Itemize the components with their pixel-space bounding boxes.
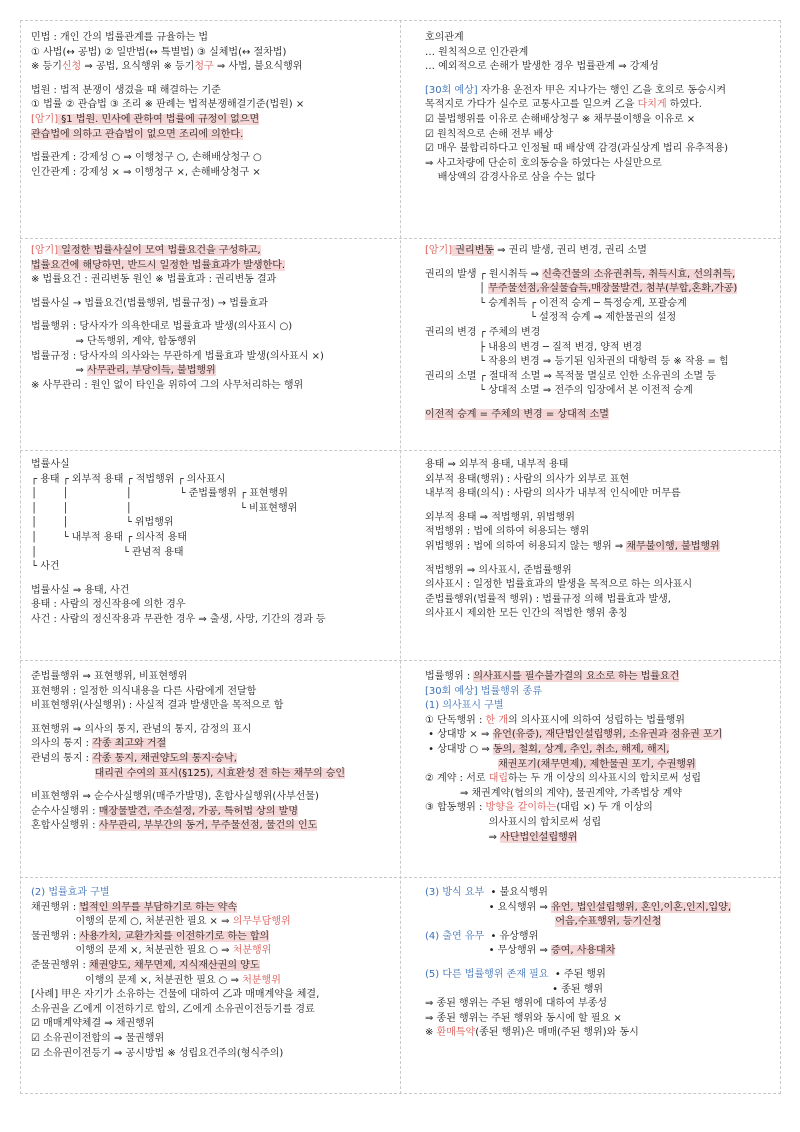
blank-line [425, 502, 780, 511]
note-text: 자가용 운전자 甲은 지나가는 행인 乙을 호의로 동승시켜 [477, 84, 726, 96]
note-line [425, 31, 780, 46]
note-line [31, 502, 396, 517]
note-line [31, 531, 396, 546]
note-line [425, 326, 780, 341]
note-text: • 상대방 × ⇒ [425, 729, 493, 741]
note-text: ☑ 매매계약체결 ⇒ 채권행위 [31, 1018, 155, 1030]
note-text: 물권행위 : [31, 930, 80, 942]
note-line [31, 379, 396, 394]
note-text: 내부적 용태(의식) : 사람의 의사가 내부적 인식에만 머무름 [425, 488, 681, 500]
note-favor-relation [425, 31, 780, 236]
note-text: 용태 : 사람의 정신작용에 의한 경우 [31, 599, 186, 611]
note-line [31, 699, 396, 714]
note-line [31, 335, 396, 350]
note-line [425, 1012, 780, 1027]
note-line [31, 670, 396, 685]
note-line [425, 714, 780, 729]
note-line [31, 84, 396, 99]
blank-line [31, 142, 396, 151]
note-line [31, 988, 396, 1003]
note-line [425, 171, 780, 186]
note-text: 인간관계 : 강제성 × ⇒ 이행청구 ×, 손해배상청구 × [31, 166, 261, 178]
highlighted-text: 유언, 법인설립행위, 혼인,이혼,인지,입양, [551, 901, 732, 913]
note-line [425, 801, 780, 816]
note-text: ⇒ 채권계약(협의의 계약), 물권계약, 가족법상 계약 [425, 787, 682, 799]
note-line [425, 244, 780, 259]
blank-line [425, 959, 780, 968]
note-line [425, 743, 780, 758]
note-text: 법률규정 : 당사자의 의사와는 무관하게 법률효과 발생(의사표시 ×) [31, 350, 324, 362]
note-text: ☑ 소유권이전합의 ⇒ 물권행위 [31, 1032, 165, 1044]
note-text: ☑ 원칙적으로 손해 전부 배상 [425, 128, 553, 140]
note-line [425, 487, 780, 502]
note-text: 사건 : 사람의 정신작용과 무관한 경우 ⇒ 출생, 사망, 기간의 경과 등 [31, 613, 326, 625]
note-line [31, 60, 396, 75]
note-text: ⇒ [425, 831, 501, 843]
note-text: 준법률행위(법률적 행위) : 법률규정 의해 법률효과 발생, [425, 593, 671, 605]
note-text: • 요식행위 ⇒ [425, 901, 552, 913]
highlighted-text: 사무관리, 부부간의 동거, 무주물선점, 물건의 인도 [98, 820, 318, 832]
blank-line [31, 781, 396, 790]
highlighted-text: 신축건물의 소유권취득, 취득시효, 선의취득, [542, 268, 736, 280]
note-text: 이행의 문제 ×, 처분권한 필요 ○ ⇒ [31, 945, 233, 957]
note-line [425, 540, 780, 555]
note-text: ⇒ 종된 행위는 주된 행위와 동시에 할 필요 × [425, 1012, 622, 1024]
note-text: 법률관계 : 강제성 ○ ⇒ 이행청구 ○, 손해배상청구 ○ [31, 152, 262, 164]
note-text: • 종된 행위 [425, 983, 604, 995]
note-line [31, 166, 396, 181]
note-text: [사례] 甲은 자기가 소유하는 건물에 대하여 乙과 매매계약을 체결, [31, 989, 320, 1001]
note-line [31, 944, 396, 959]
note-text: ⇒ [31, 365, 88, 377]
note-line [425, 511, 780, 526]
highlighted-text: 어음,수표행위, 등기신청 [555, 916, 662, 928]
note-text: └ 상대적 소멸 ⇒ 전주의 입장에서 본 이전적 승계 [425, 385, 693, 397]
highlighted-text: 증여, 사용대차 [551, 945, 616, 957]
highlighted-text: 동의, 철회, 상계, 추인, 취소, 해제, 해지, [492, 743, 670, 755]
note-text: └ 작용의 변경 ⇒ 등기된 임차권의 대항력 등 ※ 작용 = 힘 [425, 356, 729, 368]
note-text: [30회 예상] [425, 84, 478, 96]
note-line [31, 273, 396, 288]
note-line [31, 959, 396, 974]
note-text: │ │ │ └ 준법률행위 ┌ 표현행위 [31, 488, 288, 500]
note-text: │ └ 내부적 용태 ┌ 의사적 용태 [31, 531, 187, 543]
note-line [425, 297, 780, 312]
note-line [31, 364, 396, 379]
note-line [31, 1017, 396, 1032]
note-line [31, 458, 396, 473]
note-line [425, 142, 780, 157]
note-line [425, 593, 780, 608]
note-text: ☑ 소유권이전등기 ⇒ 공시방법 ※ 성립요건주의(형식주의) [31, 1047, 284, 1059]
note-line [425, 831, 780, 846]
note-line [425, 901, 780, 916]
note-line [425, 408, 780, 423]
highlighted-text: 무주물선점,유실물습득,매장물발견, 첨부(부합,혼화,가공) [488, 283, 738, 295]
note-text: ※ [425, 1027, 437, 1039]
note-line [425, 772, 780, 787]
note-text: 처분행위 [232, 945, 272, 957]
note-line [425, 473, 780, 488]
blank-line [425, 555, 780, 564]
note-text: ※ 사무관리 : 원인 없이 타인을 위하여 그의 사무처리하는 행위 [31, 379, 304, 391]
blank-line [31, 575, 396, 584]
note-line [31, 737, 396, 752]
note-text: 준법률행위 ⇒ 표현행위, 비표현행위 [31, 671, 188, 682]
note-line [31, 244, 396, 259]
note-text: ① 사법(↔ 공법) ② 일반법(↔ 특별법) ③ 실체법(↔ 절차법) [31, 46, 287, 58]
note-line [31, 151, 396, 166]
note-text: (4) 출연 유무 [425, 930, 485, 942]
note-text: 준물권행위 : [31, 959, 90, 971]
highlighted-text: 이전적 승계 = 주체의 변경 = 상대적 소멸 [425, 408, 609, 420]
note-text: │ └ 관념적 용태 [31, 546, 184, 558]
note-text: 권리의 소멸 ┌ 절대적 소멸 ⇒ 목적물 멸실로 인한 소유권의 소멸 등 [425, 370, 716, 382]
note-line [425, 1026, 780, 1041]
note-line [425, 670, 780, 685]
note-text: ⇒ 종된 행위는 주된 행위에 대하여 부종성 [425, 998, 608, 1010]
note-line [31, 98, 396, 113]
note-text: 표현행위 ⇒ 의사의 통지, 관념의 통지, 감정의 표시 [31, 723, 252, 735]
note-line [425, 968, 780, 983]
note-text: ⇒ 권리 발생, 권리 변경, 권리 소멸 [493, 245, 647, 256]
note-text: 비표현행위 ⇒ 순수사실행위(매주가발명), 혼합사실행위(사부선물) [31, 791, 319, 803]
note-line [425, 816, 780, 831]
note-line [425, 268, 780, 283]
note-line [31, 584, 396, 599]
note-line [425, 113, 780, 128]
note-text: 법률사실 → 법률요건(법률행위, 법률규정) → 법률효과 [31, 297, 268, 309]
note-text: ※ 법률요건 : 권리변동 원인 ※ 법률효과 : 권리변동 결과 [31, 274, 277, 286]
note-text: • 주된 행위 [548, 968, 606, 980]
note-line [31, 487, 396, 502]
note-text: │ [425, 283, 489, 295]
note-line [425, 915, 780, 930]
highlighted-text: 대리권 수여의 표시(§125), 시효완성 전 하는 채무의 승인 [94, 767, 346, 779]
note-text: 권리의 발생 ┌ 원시취득 ⇒ [425, 268, 543, 280]
note-line [31, 805, 396, 820]
note-text: • 상대방 ○ ⇒ [425, 743, 493, 755]
note-text: 의사표시의 합치로써 성립 [425, 816, 602, 828]
highlighted-text: 매장물발견, 주소설정, 가공, 특허법 상의 발명 [98, 805, 298, 817]
note-line [425, 728, 780, 743]
note-text: 호의관계 [425, 32, 464, 43]
note-rights-change [425, 244, 780, 449]
note-legal-effect [31, 886, 396, 1091]
note-line [425, 311, 780, 326]
note-juristic-act-types [425, 670, 780, 875]
note-legal-requirement [31, 244, 396, 449]
note-line [425, 370, 780, 385]
note-text: 법률행위 : [425, 671, 474, 682]
note-text: [30회 예상] 법률행위 종류 [425, 685, 543, 697]
note-line [31, 31, 396, 46]
highlighted-text: 각종 최고와 거절 [92, 738, 167, 750]
note-text: 한 개 [485, 714, 509, 726]
note-line [31, 320, 396, 335]
highlighted-text: 사용가치, 교환가치를 이전하기로 하는 합의 [79, 930, 270, 942]
note-text: [암기] [31, 245, 59, 256]
note-text: │ │ │ └ 비표현행위 [31, 502, 298, 514]
note-text: ① 단독행위 : [425, 714, 486, 726]
note-line [31, 752, 396, 767]
note-text: └ 승계취득 ┌ 이전적 승계 ─ 특정승계, 포괄승계 [425, 297, 687, 309]
note-line [31, 46, 396, 61]
note-line [425, 128, 780, 143]
note-text: │ │ └ 위법행위 [31, 517, 174, 529]
blank-line [425, 399, 780, 408]
note-text: ⇒ 사고차량에 단순히 호의동승을 하였다는 사실만으로 [425, 157, 662, 169]
note-line [425, 699, 780, 714]
highlighted-text: 유언(유증), 재단법인설립행위, 소유권과 점유권 포기 [492, 729, 723, 741]
note-text: 관념의 통지 : [31, 752, 93, 764]
note-line [425, 983, 780, 998]
note-text: 의사표시 제외한 모든 인간의 적법한 행위 총칭 [425, 608, 628, 620]
note-line [425, 886, 780, 901]
note-line [425, 98, 780, 113]
note-text: … 예외적으로 손해가 발생한 경우 법률관계 ⇒ 강제성 [425, 61, 659, 73]
note-line [31, 915, 396, 930]
note-line [425, 46, 780, 61]
blank-line [425, 259, 780, 268]
note-text: 이행의 문제 ×, 처분권한 필요 ○ ⇒ [31, 974, 243, 986]
note-text: ② 계약 : 서로 [425, 773, 489, 785]
note-line [31, 1032, 396, 1047]
note-text: • 유상행위 [484, 930, 539, 942]
note-text: 이행의 문제 ○, 처분권한 필요 × ⇒ [31, 916, 233, 928]
note-text: (종된 행위)은 매매(주된 행위)와 동시 [475, 1027, 639, 1039]
note-line [31, 259, 396, 274]
note-text: 법률사실 ⇒ 용태, 사건 [31, 584, 130, 596]
note-line [31, 297, 396, 312]
note-line [31, 767, 396, 782]
note-text: 의 의사표시에 의하여 성립하는 법률행위 [508, 714, 685, 726]
note-text: (5) 다른 법률행위 존재 필요 [425, 968, 549, 980]
note-text: ※ 등기 [31, 61, 62, 73]
note-civil-law [31, 31, 396, 236]
note-line [31, 819, 396, 834]
note-text: 법원 : 법적 분쟁이 생겼을 때 해결하는 기준 [31, 84, 221, 96]
note-line [425, 787, 780, 802]
note-text: └ 사건 [31, 561, 60, 573]
note-line [425, 564, 780, 579]
note-text: 하였다. [666, 99, 702, 111]
blank-line [31, 714, 396, 723]
note-line [425, 997, 780, 1012]
note-text: (2) 법률효과 구별 [31, 887, 110, 898]
note-text: ☑ 불법행위를 이유로 손해배상청구 ※ 채무불이행을 이유로 × [425, 113, 696, 125]
note-line [31, 1047, 396, 1062]
highlighted-text: 의사표시를 필수불가결의 요소로 하는 법률요건 [473, 671, 680, 682]
highlighted-text: 사무관리, 부당이득, 불법행위 [87, 365, 216, 377]
note-line [425, 525, 780, 540]
highlighted-text: 채권포기(채무면제), 제한물권 포기, 수권행위 [498, 758, 696, 770]
note-text: (대립 ×) 두 개 이상의 [556, 802, 653, 814]
note-conduct [425, 458, 780, 658]
note-line [31, 1003, 396, 1018]
note-line [425, 607, 780, 622]
note-line [425, 282, 780, 297]
note-line [31, 560, 396, 575]
note-text: 신청 [61, 61, 82, 73]
highlighted-text: 법적인 의무를 부담하기로 하는 약속 [79, 901, 237, 913]
note-line [31, 598, 396, 613]
note-quasi-juristic-act [31, 670, 396, 875]
note-line [425, 384, 780, 399]
note-line [31, 350, 396, 365]
note-line [31, 974, 396, 989]
highlighted-text: 권리변동 [452, 245, 494, 256]
highlighted-text: 각종 통지, 채권양도의 통지·승낙, [92, 752, 237, 764]
note-text [425, 759, 498, 770]
note-text: 용태 ⇒ 외부적 용태, 내부적 용태 [425, 459, 569, 470]
note-text: 방향을 같이하는 [485, 802, 557, 814]
note-text: 소유권을 乙에게 이전하기로 합의, 乙에게 소유권이전등기를 경료 [31, 1003, 315, 1015]
note-line [425, 458, 780, 473]
blank-line [425, 75, 780, 84]
note-text: [암기] [425, 245, 453, 256]
blank-line [31, 75, 396, 84]
note-line [425, 944, 780, 959]
note-text: [암기] [31, 113, 59, 125]
highlighted-text: 법률요건에 해당하면, 반드시 일정한 법률효과가 발생한다. [31, 259, 286, 271]
note-line [31, 886, 396, 901]
blank-line [31, 288, 396, 297]
note-text [31, 768, 95, 779]
highlighted-text: 관습법에 의하고 관습법이 없으면 조리에 의한다. [31, 128, 244, 140]
note-text: ☑ 매우 불합리하다고 인정될 때 배상액 감경(과실상계 법리 유추적용) [425, 143, 729, 155]
note-text: 혼합사실행위 : [31, 820, 99, 832]
note-text: 법률행위 : 당사자가 의욕한대로 법률효과 발생(의사표시 ○) [31, 321, 293, 333]
note-line [425, 84, 780, 99]
note-line [31, 546, 396, 561]
note-text: 채권행위 : [31, 901, 80, 913]
note-text: 처분행위 [242, 974, 281, 986]
note-line [31, 685, 396, 700]
highlighted-text: 채권양도, 채무면제, 지식재산권의 양도 [89, 959, 260, 971]
note-text: 환매특약 [436, 1027, 476, 1039]
note-text: 적법행위 ⇒ 의사표시, 준법률행위 [425, 564, 572, 576]
note-text: 비표현행위(사실행위) : 사실적 결과 발생만을 목적으로 함 [31, 700, 284, 712]
note-line [31, 930, 396, 945]
note-text: ③ 합동행위 : [425, 802, 486, 814]
note-text: • 무상행위 ⇒ [425, 945, 552, 957]
note-text: 청구 [194, 61, 214, 73]
note-text: ├ 내용의 변경 ─ 질적 변경, 양적 변경 [425, 341, 643, 353]
note-text: 다치게 [637, 99, 667, 111]
note-line [31, 901, 396, 916]
note-text: 위법행위 : 법에 의하여 허용되지 않는 행위 ⇒ [425, 540, 627, 552]
note-text: 외부적 용태(행위) : 사람의 의사가 외부로 표현 [425, 473, 630, 485]
note-line [425, 60, 780, 75]
note-text: 순수사실행위 : [31, 805, 99, 817]
note-text: 외부적 용태 ⇒ 적법행위, 위법행위 [425, 511, 575, 523]
note-text: └ 설정적 승계 ⇒ 제한물권의 설정 [425, 312, 677, 324]
note-line [425, 578, 780, 593]
highlighted-text: 일정한 법률사실이 모여 법률요건을 구성하고, [58, 245, 261, 256]
note-line [425, 157, 780, 172]
column-divider [400, 20, 401, 1094]
note-line [31, 790, 396, 805]
note-line [31, 613, 396, 628]
note-text: 법률사실 [31, 459, 70, 470]
note-line [31, 128, 396, 143]
note-text: 의사의 통지 : [31, 738, 93, 750]
note-line [425, 930, 780, 945]
note-text [425, 916, 555, 927]
highlighted-text: 채무불이행, 불법행위 [626, 540, 720, 552]
note-text: 목적지로 가다가 실수로 교통사고를 일으켜 乙을 [425, 99, 638, 111]
highlighted-text: 사단법인설립행위 [500, 831, 578, 843]
note-text: ┌ 용태 ┌ 외부적 용태 ┌ 적법행위 ┌ 의사표시 [31, 473, 226, 485]
note-text: ⇒ 사법, 불요식행위 [213, 61, 303, 73]
note-text: (3) 방식 요부 [425, 887, 485, 898]
note-text: 의사표시 : 일정한 법률효과의 발생을 목적으로 하는 의사표시 [425, 579, 693, 591]
note-form-and-consideration [425, 886, 780, 1091]
highlighted-text: §1 법원. 민사에 관하여 법률에 규정이 없으면 [58, 113, 260, 125]
note-line [31, 473, 396, 488]
note-line [31, 723, 396, 738]
note-text: ① 법률 ② 관습법 ③ 조리 ※ 판례는 법적분쟁해결기준(법원) × [31, 99, 305, 111]
note-text: 권리의 변경 ┌ 주체의 변경 [425, 326, 541, 338]
note-line [31, 516, 396, 531]
note-text: 대립 [488, 773, 509, 785]
note-text: ⇒ 공법, 요식행위 ※ 등기 [81, 61, 195, 73]
note-text: (1) 의사표시 구별 [425, 700, 504, 712]
note-line [425, 355, 780, 370]
note-legal-facts-tree [31, 458, 396, 658]
note-text: 의무부담행위 [232, 916, 291, 928]
note-text: 적법행위 : 법에 의하여 허용되는 행위 [425, 526, 590, 538]
note-text: 민법 : 개인 간의 법률관계를 규율하는 법 [31, 32, 209, 43]
note-line [31, 113, 396, 128]
blank-line [31, 311, 396, 320]
note-text: • 불요식행위 [484, 887, 548, 898]
note-text: 배상액의 감경사유로 삼을 수는 없다 [425, 172, 596, 184]
note-text: ⇒ 단독행위, 계약, 합동행위 [31, 335, 197, 347]
note-text: 하는 두 개 이상의 의사표시의 합치로써 성립 [508, 773, 701, 785]
note-line [425, 758, 780, 773]
note-text: 표현행위 : 일정한 의식내용을 다른 사람에게 전달함 [31, 685, 257, 697]
note-line [425, 341, 780, 356]
note-text: … 원칙적으로 인간관계 [425, 46, 529, 58]
note-line [425, 685, 780, 700]
